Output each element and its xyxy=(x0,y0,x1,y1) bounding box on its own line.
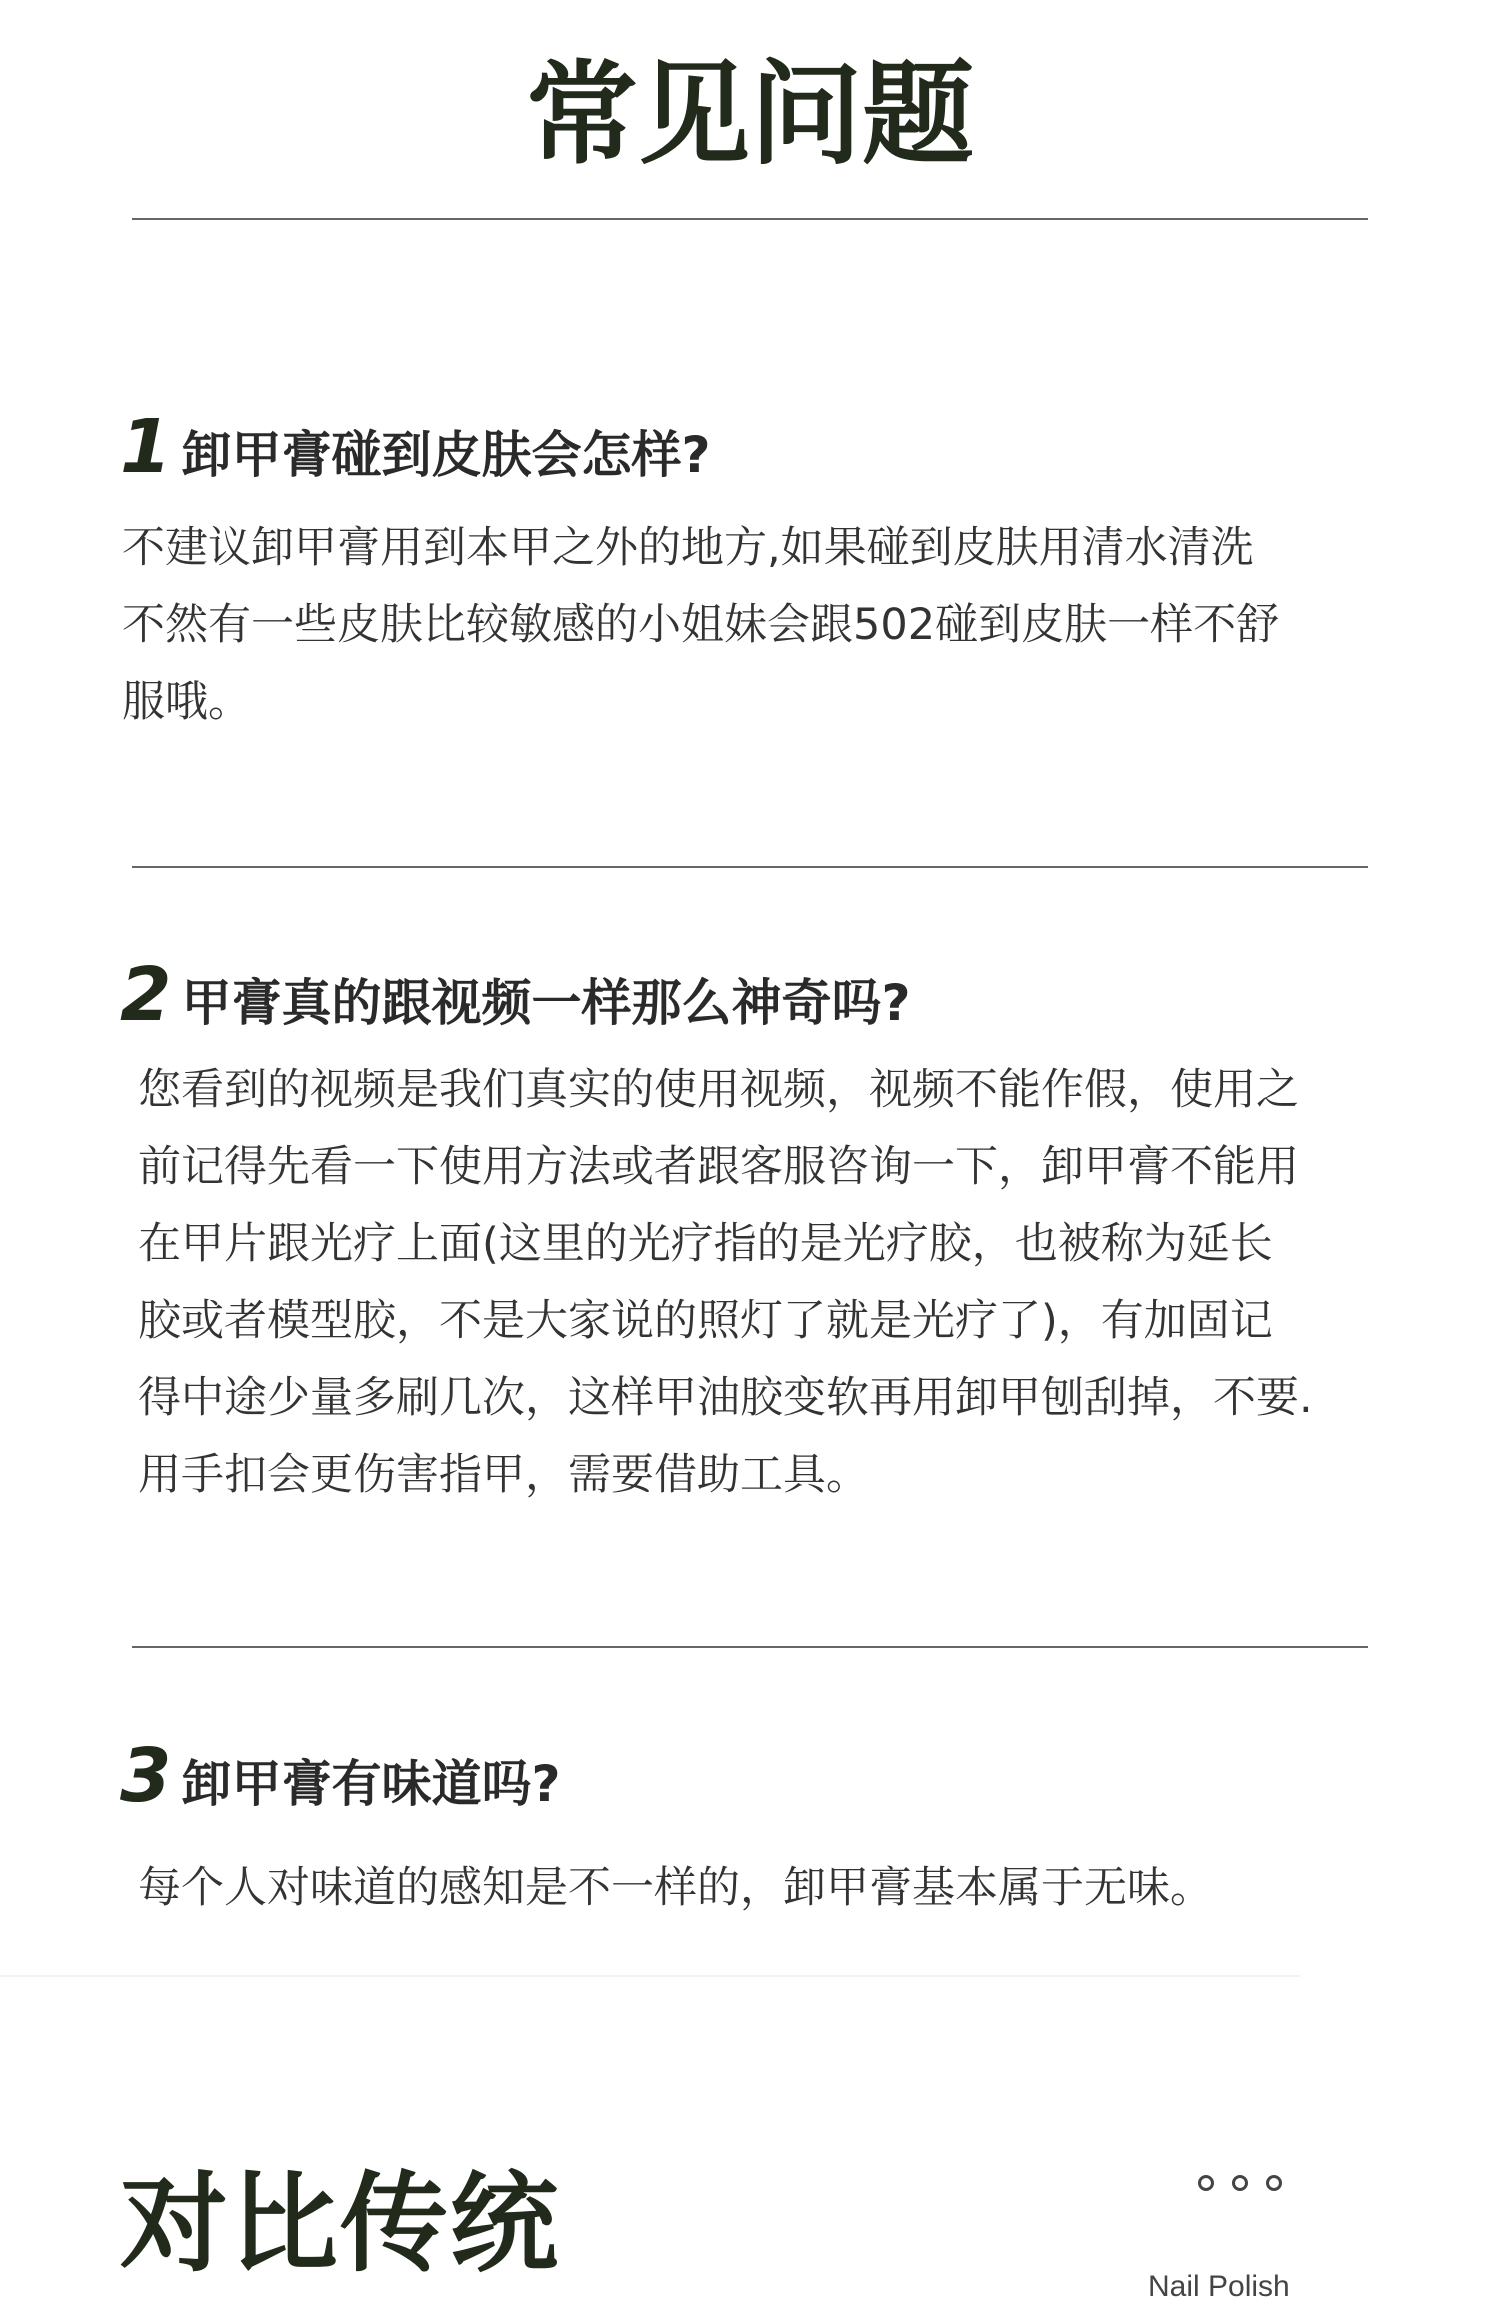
answer-line: 胶或者模型胶，不是大家说的照灯了就是光疗了)，有加固记 xyxy=(138,1296,1273,1346)
circle-icon xyxy=(1232,2175,1248,2191)
faq-question-3 xyxy=(120,1733,561,1819)
divider xyxy=(132,866,1368,868)
faq-question-text: 卸甲膏有味道吗? xyxy=(181,1755,561,1813)
circle-icon xyxy=(1198,2175,1214,2191)
faq-question-1 xyxy=(120,404,711,490)
faq-number: 1 xyxy=(120,404,170,490)
faq-question-2 xyxy=(120,952,911,1038)
answer-line: 不建议卸甲膏用到本甲之外的地方,如果碰到皮肤用清水清洗 xyxy=(122,523,1254,573)
faq-number: 2 xyxy=(120,952,170,1038)
answer-line: 每个人对味道的感知是不一样的，卸甲膏基本属于无味。 xyxy=(138,1863,1213,1913)
answer-line: 前记得先看一下使用方法或者跟客服咨询一下，卸甲膏不能用 xyxy=(138,1142,1299,1192)
faq-answer-2 xyxy=(138,1052,1313,1514)
answer-line: 不然有一些皮肤比较敏感的小姐妹会跟502碰到皮肤一样不舒 xyxy=(122,600,1280,650)
section-heading: 对比传统 xyxy=(120,2162,561,2287)
answer-line: 服哦。 xyxy=(122,677,251,727)
answer-line: 在甲片跟光疗上面(这里的光疗指的是光疗胶，也被称为延长 xyxy=(138,1219,1273,1269)
divider xyxy=(132,1646,1368,1648)
faq-number: 3 xyxy=(120,1733,170,1819)
brand-label: Nail Polish xyxy=(1148,2270,1290,2303)
dots-decoration xyxy=(1198,2175,1282,2191)
answer-line: 用手扣会更伤害指甲，需要借助工具。 xyxy=(138,1450,869,1500)
section-separator xyxy=(0,1975,1300,1977)
answer-line: 您看到的视频是我们真实的使用视频，视频不能作假，使用之 xyxy=(138,1065,1299,1115)
divider xyxy=(132,218,1368,220)
page-title: 常见问题 xyxy=(526,50,974,180)
faq-question-text: 卸甲膏碰到皮肤会怎样? xyxy=(181,426,711,484)
faq-answer-3 xyxy=(138,1850,1213,1927)
answer-line: 得中途少量多刷几次，这样甲油胶变软再用卸甲刨刮掉，不要. xyxy=(138,1373,1313,1423)
faq-answer-1 xyxy=(122,510,1279,741)
circle-icon xyxy=(1266,2175,1282,2191)
faq-question-text: 甲膏真的跟视频一样那么神奇吗? xyxy=(181,974,911,1032)
